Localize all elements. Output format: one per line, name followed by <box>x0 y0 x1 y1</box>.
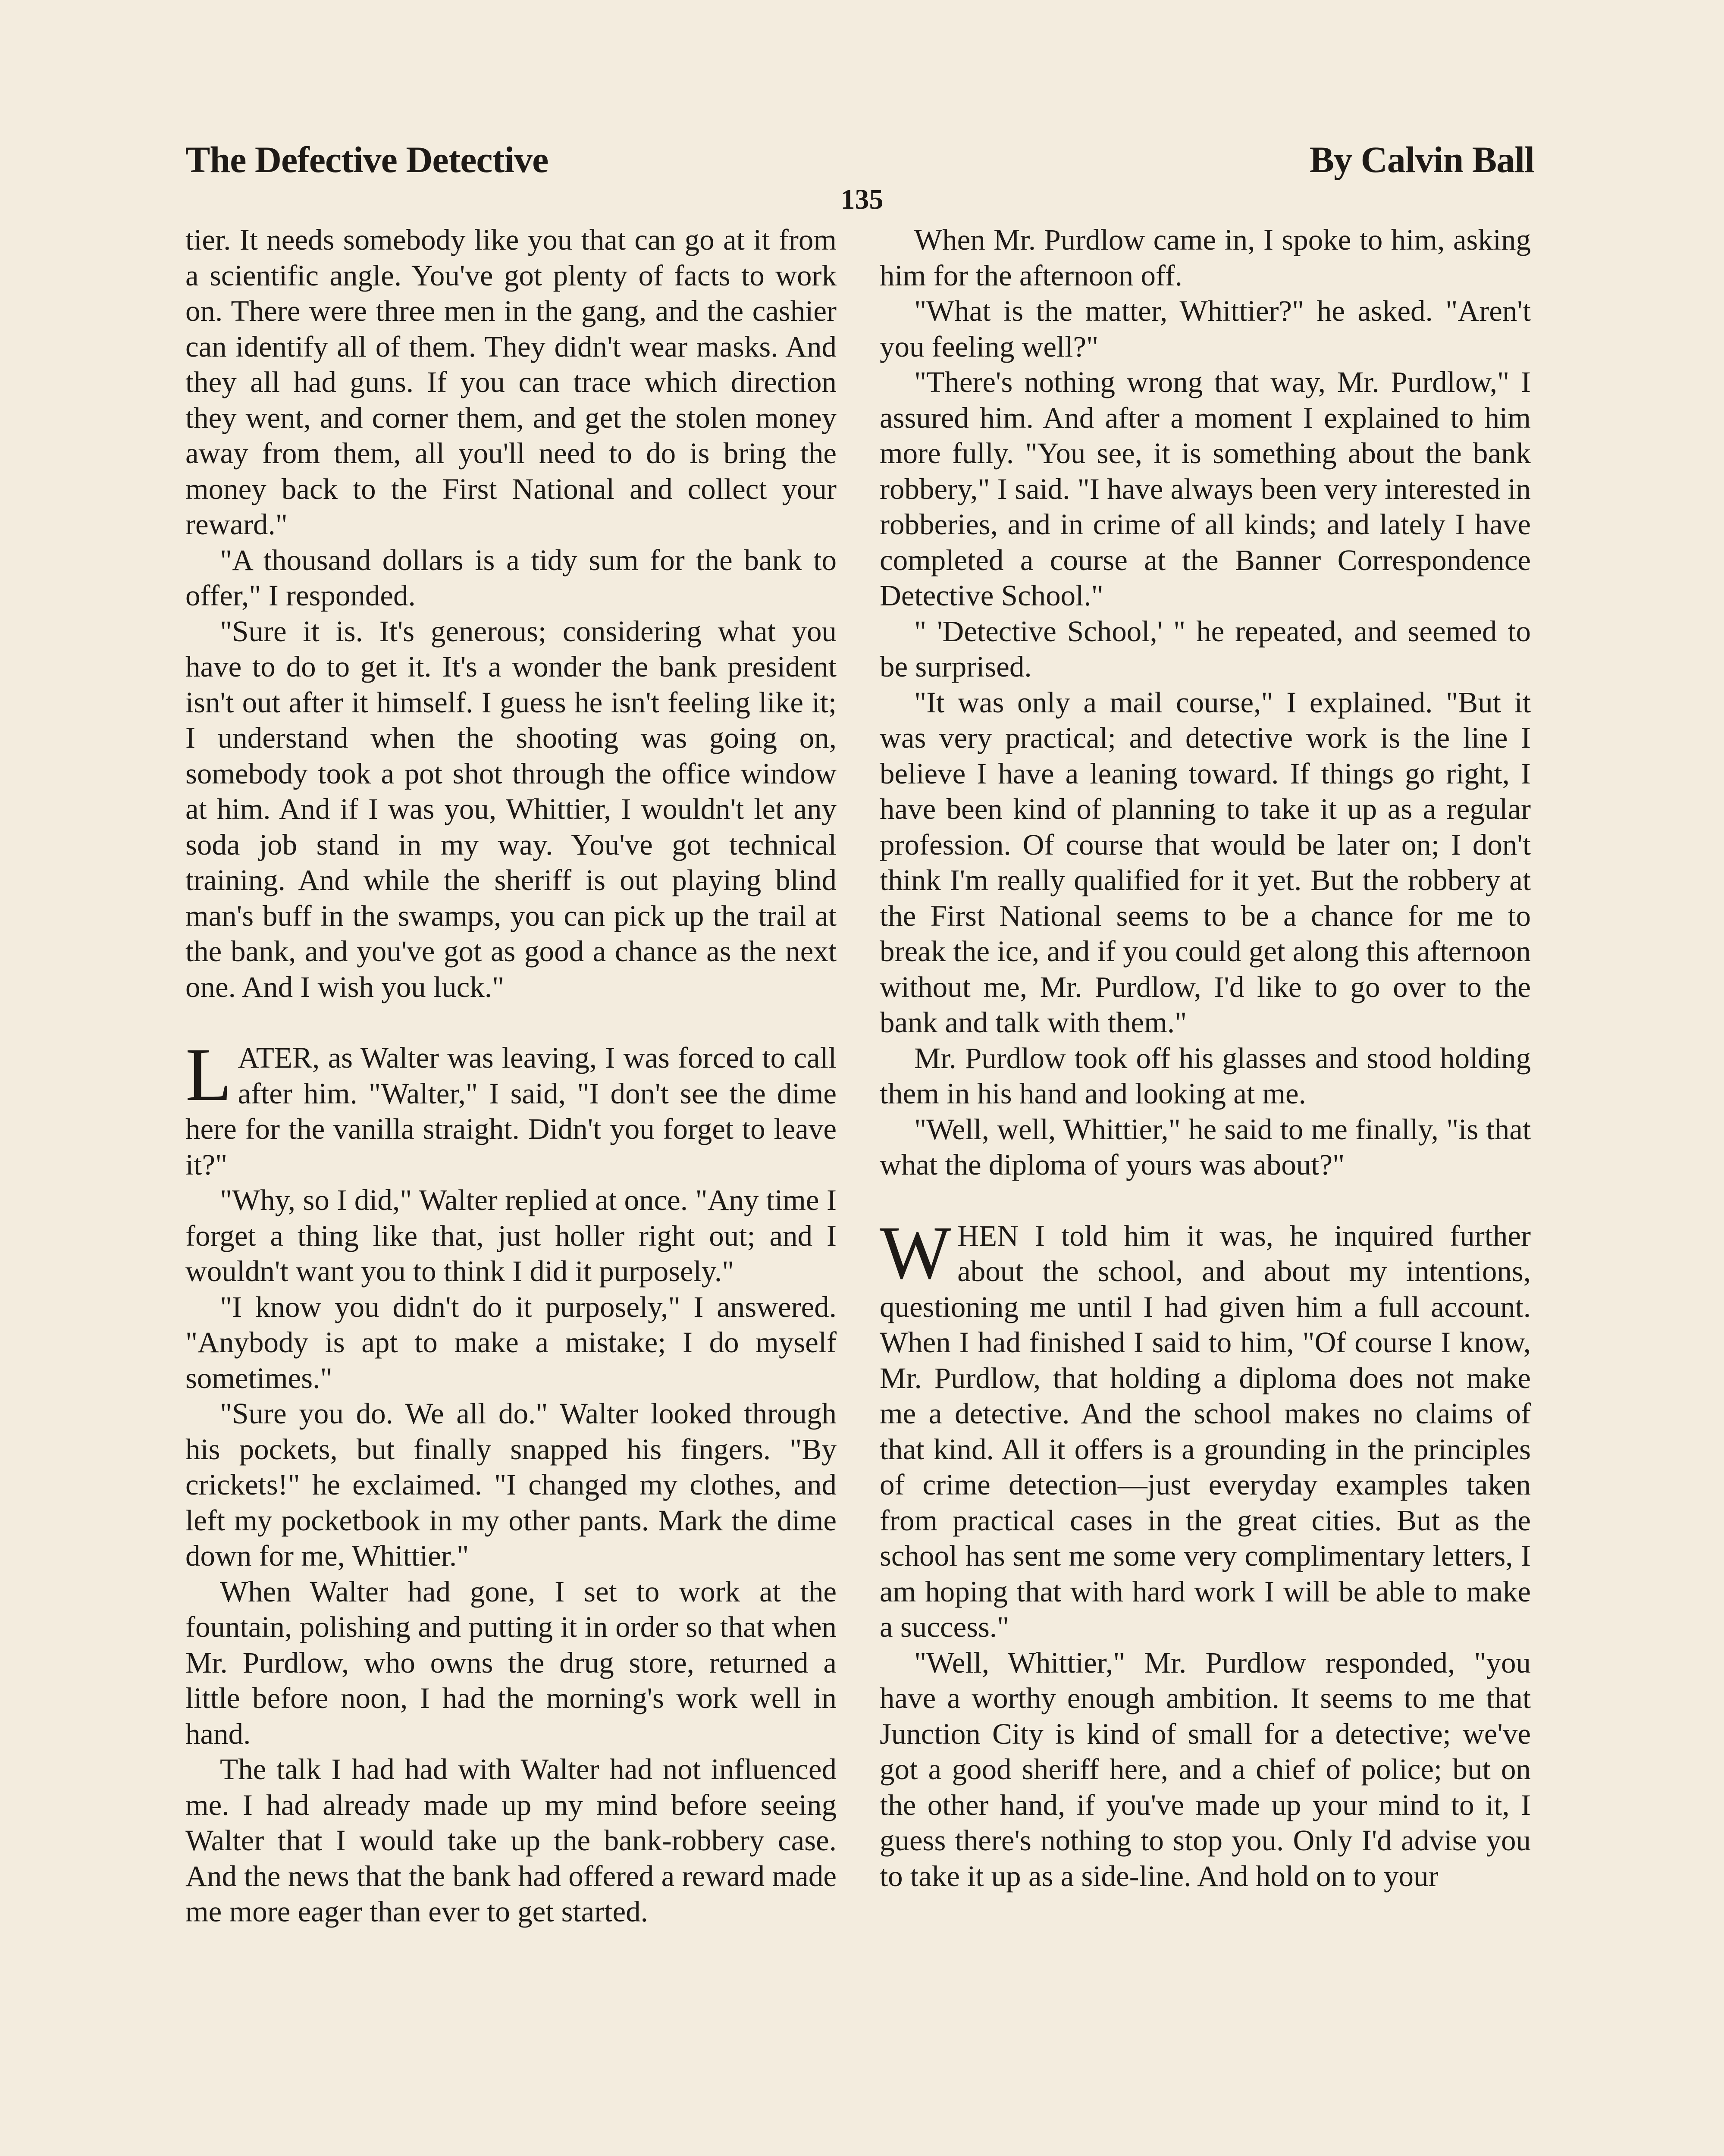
paragraph: "Well, Whittier," Mr. Purdlow responded, "you have a worthy enough ambition. It seems to me that Junction City is kind of small for a detective; we've got a good sheriff here, and a chief of police; but on the other hand, if you've made up your mind to it, I guess there's nothing to stop you. Only I'd advise you to take it up as a side-line. And hold on to your <box>880 1646 1531 1893</box>
paragraph: "It was only a mail course," I explained. "But it was very practical; and detective work is the line I believe I have a leaning toward. If things go right, I have been kind of planning to take it up as a regular profession. Of course that would be later on; I don't think I'm really qualified for it yet. But the robbery at the First National seems to be a chance for me to break the ice, and if you could get along this afternoon without me, Mr. Purdlow, I'd like to go over to the bank and talk with them." <box>880 686 1531 1039</box>
author-byline: By Calvin Ball <box>1309 139 1534 180</box>
page-number: 135 <box>840 184 884 215</box>
paragraph: "Well, well, Whittier," he said to me finally, "is that what the diploma of yours was about?" <box>880 1112 1531 1181</box>
paragraph: "A thousand dollars is a tidy sum for the bank to offer," I responded. <box>185 543 837 612</box>
paragraph: "I know you didn't do it purposely," I answered. "Anybody is apt to make a mistake; I do myself sometimes." <box>185 1290 837 1395</box>
section-opening-paragraph <box>185 1033 837 1182</box>
paragraph: "There's nothing wrong that way, Mr. Purdlow," I assured him. And after a moment I explained to him more fully. "You see, it is something about the bank robbery," I said. "I have always been very interested in robberies, and in crime of all kinds; and lately I have completed a course at the Banner Correspondence Detective School." <box>880 366 1531 612</box>
page-header <box>185 138 1534 181</box>
drop-cap: W <box>880 1210 952 1295</box>
paragraph: " 'Detective School,' " he repeated, and seemed to be surprised. <box>880 614 1531 683</box>
story-title: The Defective Detective <box>185 139 549 180</box>
left-column <box>185 222 837 1930</box>
paragraph: The talk I had had with Walter had not influenced me. I had already made up my mind before seeing Walter that I would take up the bank-robbery case. And the news that the bank had offered a reward made me more eager than ever to get started. <box>185 1753 837 1928</box>
drop-cap: L <box>185 1033 232 1117</box>
paragraph: "Sure you do. We all do." Walter looked through his pockets, but finally snapped his fingers. "By crickets!" he exclaimed. "I changed my clothes, and left my pocketbook in my other pants. Mark the dime down for me, Whittier." <box>185 1397 837 1572</box>
paragraph: When Mr. Purdlow came in, I spoke to him, asking him for the afternoon off. <box>880 223 1531 292</box>
paragraph: "Why, so I did," Walter replied at once. "Any time I forget a thing like that, just holler right out; and I wouldn't want you to think I did it purposely." <box>185 1184 837 1288</box>
section-opening-text: HEN I told him it was, he inquired further about the school, and about my intentions, questioning me until I had given him a full account. When I had finished I said to him, "Of course I know, Mr. Purdlow, that holding a diploma does not make me a detective. And the school makes no claims of that kind. All it offers is a grounding in the principles of crime detection—just everyday examples taken from practical cases in the great cities. But as the school has sent me some very complimentary letters, I am hoping that with hard work I will be able to make a success." <box>880 1219 1531 1643</box>
paragraph: When Walter had gone, I set to work at the fountain, polishing and putting it in order so that when Mr. Purdlow, who owns the drug store, returned a little before noon, I had the morning's work well in hand. <box>185 1575 837 1750</box>
right-column <box>880 222 1531 1894</box>
paragraph: "Sure it is. It's generous; considering what you have to do to get it. It's a wonder the bank president isn't out after it himself. I guess he isn't feeling like it; I understand when the shooting was going on, somebody took a pot shot through the office window at him. And if I was you, Whittier, I wouldn't let any soda job stand in my way. You've got technical training. And while the sheriff is out playing blind man's buff in the swamps, you can pick up the trail at the bank, and you've got as good a chance as the next one. And I wish you luck." <box>185 614 837 1003</box>
section-opening-paragraph <box>880 1210 1531 1645</box>
section-opening-text: ATER, as Walter was leaving, I was forced to call after him. "Walter," I said, "I don't see the dime here for the vanilla straight. Didn't you forget to leave it?" <box>185 1041 837 1181</box>
paragraph: "What is the matter, Whittier?" he asked. "Aren't you feeling well?" <box>880 295 1531 363</box>
paragraph: tier. It needs somebody like you that can go at it from a scientific angle. You've got plenty of facts to work on. There were three men in the gang, and the cashier can identify all of them. They didn't wear masks. And they all had guns. If you can trace which direction they went, and corner them, and get the stolen money away from them, all you'll need to do is bring the money back to the First National and collect your reward." <box>185 223 837 541</box>
paragraph: Mr. Purdlow took off his glasses and stood holding them in his hand and looking at me. <box>880 1041 1531 1110</box>
